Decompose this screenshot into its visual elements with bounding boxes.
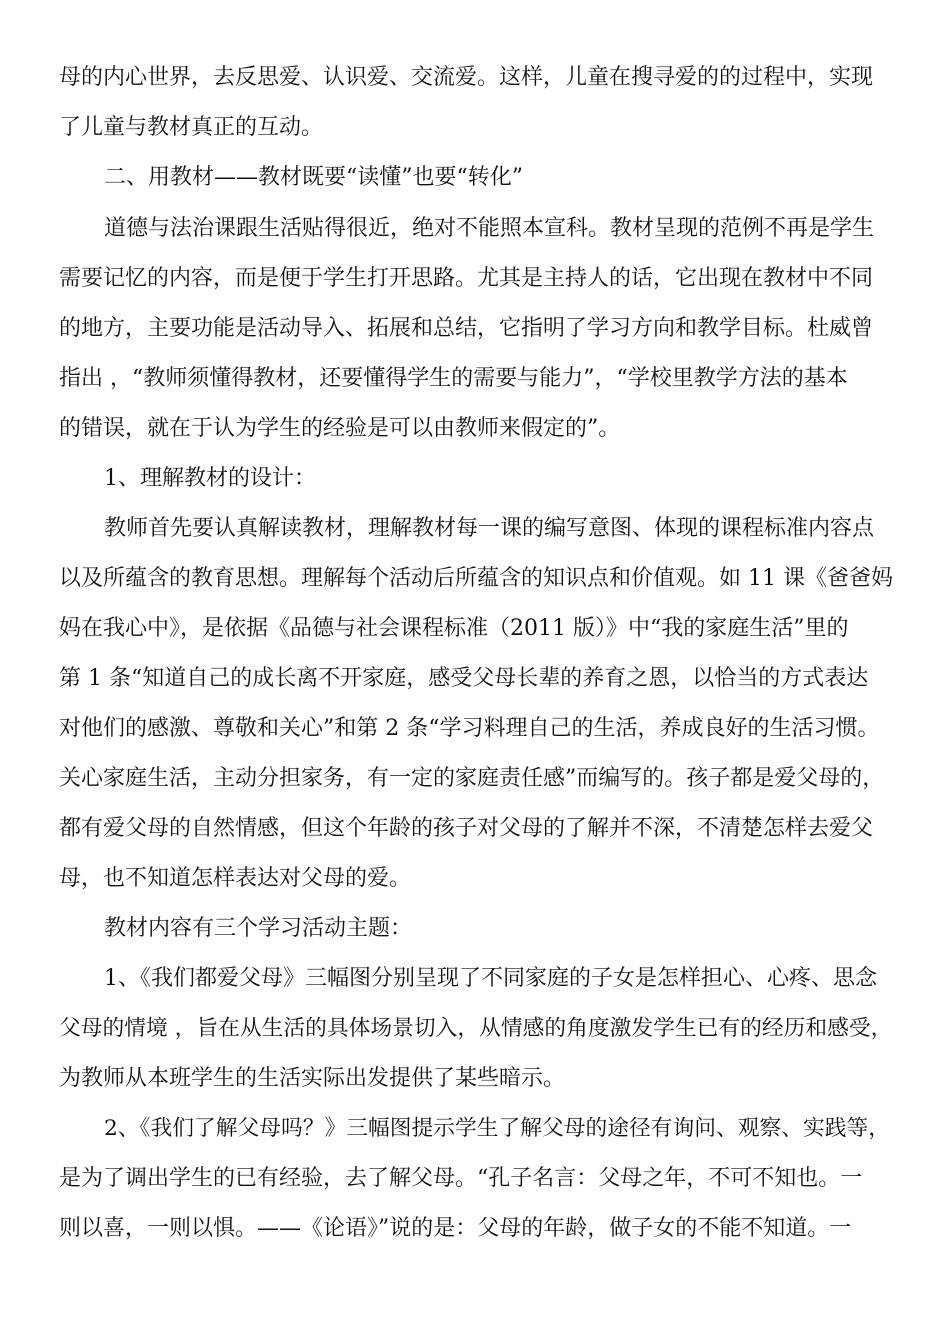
text-line: 是为了调出学生的已有经验，去了解父母。“孔子名言：父母之年，不可不知也。一 bbox=[59, 1166, 863, 1191]
text-line: 父母的情境 ，旨在从生活的具体场景切入，从情感的角度激发学生已有的经历和感受， bbox=[59, 1016, 893, 1041]
text-line: 都有爱父母的自然情感，但这个年龄的孩子对父母的了解并不深，不清楚怎样去爱父 bbox=[59, 816, 874, 841]
section-heading: 二、用教材——教材既要“读懂”也要“转化” bbox=[104, 165, 523, 190]
text-line: 妈在我心中》，是依据《品德与社会课程标准（2011 版）》中“我的家庭生活”里的 bbox=[59, 616, 849, 641]
text-line: 了儿童与教材真正的互动。 bbox=[59, 115, 324, 140]
text-line: 需要记忆的内容，而是便于学生打开思路。尤其是主持人的话，它出现在教材中不同 bbox=[59, 266, 874, 291]
text-line: 教材内容有三个学习活动主题： bbox=[104, 916, 413, 941]
text-line: 对他们的感激、尊敬和关心”和第 2 条“学习料理自己的生活，养成良好的生活习惯。 bbox=[59, 716, 880, 741]
text-line: 指出 ，“教师须懂得教材，还要懂得学生的需要与能力”，“学校里教学方法的基本 bbox=[59, 366, 848, 391]
text-line: 母的内心世界，去反思爱、认识爱、交流爱。这样，儿童在搜寻爱的的过程中，实现 bbox=[59, 65, 874, 90]
text-line: 第 1 条“知道自己的成长离不开家庭，感受父母长辈的养育之恩，以恰当的方式表达 bbox=[59, 666, 869, 691]
text-line: 以及所蕴含的教育思想。理解每个活动后所蕴含的知识点和价值观。如 11 课《爸爸妈 bbox=[59, 566, 893, 591]
text-line: 的地方，主要功能是活动导入、拓展和总结，它指明了学习方向和教学目标。杜威曾 bbox=[59, 316, 874, 341]
text-line: 2、《我们了解父母吗？》三幅图提示学生了解父母的途径有询问、观察、实践等， bbox=[104, 1116, 890, 1141]
subsection-heading: 1、理解教材的设计： bbox=[104, 466, 316, 491]
text-line: 道德与法治课跟生活贴得很近，绝对不能照本宣科。教材呈现的范例不再是学生 bbox=[104, 216, 875, 241]
text-line: 1、《我们都爱父母》三幅图分别呈现了不同家庭的子女是怎样担心、心疼、思念 bbox=[104, 966, 877, 991]
text-line: 母，也不知道怎样表达对父母的爱。 bbox=[59, 866, 412, 891]
text-line: 教师首先要认真解读教材，理解教材每一课的编写意图、体现的课程标准内容点 bbox=[104, 516, 875, 541]
text-line: 则以喜，一则以惧。——《论语》”说的是：父母的年龄，做子女的不能不知道。一 bbox=[59, 1216, 852, 1241]
text-line: 关心家庭生活，主动分担家务，有一定的家庭责任感”而编写的。孩子都是爱父母的， bbox=[59, 766, 885, 791]
text-line: 的错误，就在于认为学生的经验是可以由教师来假定的”。 bbox=[59, 416, 621, 441]
text-line: 为教师从本班学生的生活实际出发提供了某些暗示。 bbox=[59, 1066, 566, 1091]
